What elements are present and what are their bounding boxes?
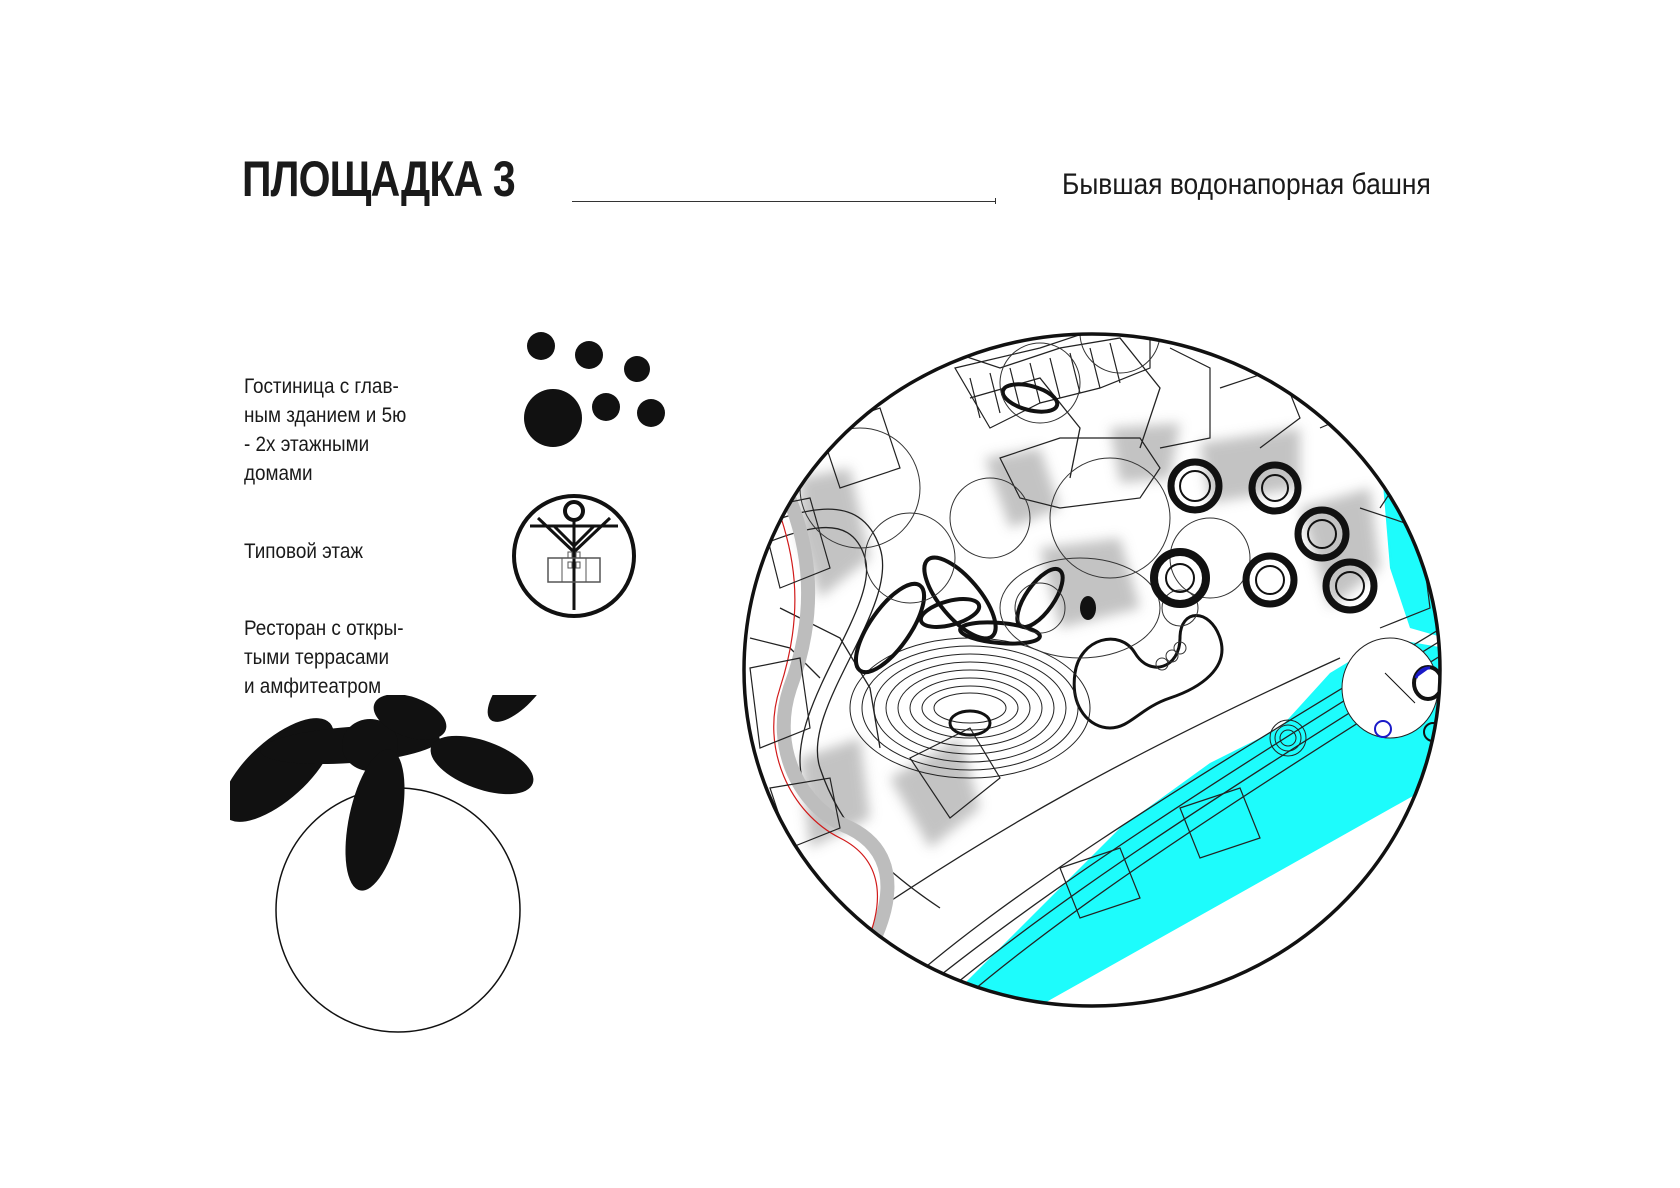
typical-floor-icon <box>510 492 640 622</box>
legend-restaurant-text <box>244 614 404 701</box>
legend-hotel-line: ным зданием и 5ю <box>244 404 407 427</box>
legend-floor-line: Типовой этаж <box>244 540 363 563</box>
page-title: ПЛОЩАДКА 3 <box>242 151 515 207</box>
legend-hotel-line: - 2х этажными <box>244 433 370 456</box>
legend-restaurant-line: тыми террасами <box>244 646 390 669</box>
legend-restaurant-line: и амфитеатром <box>244 675 382 698</box>
title-divider <box>572 201 996 202</box>
legend-restaurant-line: Ресторан с откры- <box>244 617 404 640</box>
legend-hotel-line: домами <box>244 462 313 485</box>
site-plan-map <box>740 308 1445 1028</box>
petals-circle-icon <box>230 695 550 1035</box>
page-subtitle: Бывшая водонапорная башня <box>1062 168 1431 201</box>
title-divider-tick <box>995 198 996 204</box>
legend-hotel-line: Гостиница с глав- <box>244 375 399 398</box>
clustered-dots-icon <box>510 325 670 455</box>
legend-hotel-text <box>244 372 406 488</box>
legend-floor-text <box>244 537 363 566</box>
